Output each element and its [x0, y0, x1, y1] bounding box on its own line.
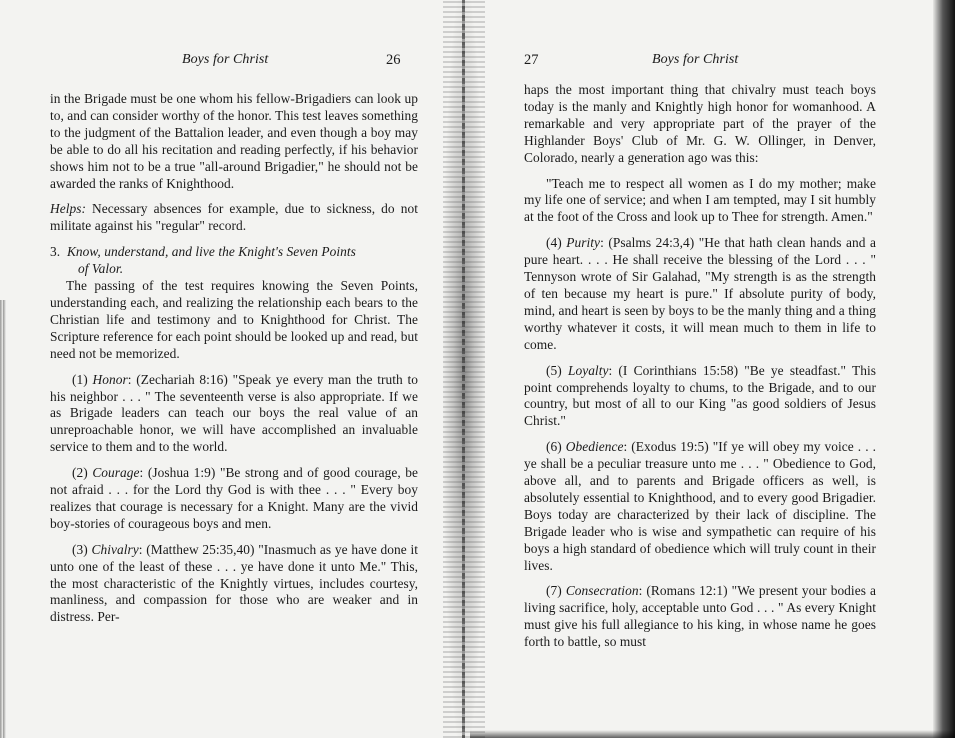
left-paragraph-1: in the Brigade must be one whom his fellow-Brigadiers can look up to, and can consider worthy of the honor. This test leaves something to the judgment of the Battalion leader, and even though a boy may be able to do all his recitation and reading perfectly, if his behavior shows him not to be a true "all-around Brigadier," he should not be awarded the ranks of Knighthood. [50, 91, 418, 191]
helps-paragraph [50, 201, 418, 235]
point-6-paragraph [524, 439, 876, 574]
helps-text: Necessary absences for example, due to sickness, do not militate against his "regular" record. [50, 201, 418, 234]
point-7-text: : (Romans 12:1) "We present your bodies a living sacrifice, holy, acceptable unto God . . . " As every Knight must give his full allegiance to his king, in whose name he goes forth to battle, so must [524, 583, 876, 650]
point-6-text: : (Exodus 19:5) "If ye will obey my voice . . . ye shall be a peculiar treasure unto me . . . " Obedience to God, above all, and to parents and Brigade officers as well, is absolutely essential to Knighthood, and to every good Brigadier. Boys today are characterized by their lack of discipline. The Brigade leader who is wise and sympathetic can require of his boys a high standard of obedience which will truly count in their lives. [524, 439, 876, 573]
point-3-paragraph [50, 542, 418, 627]
item-3-number: 3. [50, 244, 61, 260]
point-1-number: (1) [72, 371, 93, 387]
point-5-text: : (I Corinthians 15:58) "Be ye steadfast." This point comprehends loyalty to chums, to the Brigade, and to our country, but most of all to our King "as good soldiers of Jesus Christ." [524, 362, 876, 429]
gutter-binding-line [462, 0, 465, 738]
left-page-number: 26 [386, 52, 401, 68]
page-edge-right [933, 0, 955, 738]
point-1-name: Honor [92, 371, 128, 387]
right-running-title: Boys for Christ [652, 52, 739, 67]
right-paragraph-1: haps the most important thing that chivalry must teach boys today is the manly and Knightly high honor for womanhood. A remarkable and very appropriate part of the prayer of the Highlander Boys' Club of Mr. G. W. Ollinger, in Denver, Colorado, nearly a generation ago was this: [524, 82, 876, 165]
page-edge-left [0, 300, 6, 738]
point-5-paragraph [524, 363, 876, 431]
item-3-title-line1: Know, understand, and live the Knight's Seven Points [66, 244, 356, 260]
point-6-name: Obedience [565, 439, 624, 455]
item-3-heading [50, 244, 418, 278]
right-page-body [524, 82, 876, 651]
point-7-paragraph [524, 583, 876, 651]
point-4-text: : (Psalms 24:3,4) "He that hath clean hands and a pure heart. . . . He shall receive the blessing of the Lord . . . " Tennyson wrote of Sir Galahad, "My strength is as the strength of ten because my heart is pure." If absolute purity of body, mind, and heart is seen by boys to be the manly thing and a thing worthy whatever it costs, it will mean much to them in life to come. [524, 235, 876, 352]
item-3-title-line2: of Valor. [78, 261, 124, 277]
point-6-number: (6) [546, 439, 566, 455]
right-page-number: 27 [524, 52, 539, 68]
left-page-header [50, 52, 418, 72]
point-4-paragraph [524, 235, 876, 353]
point-3-number: (3) [72, 541, 92, 557]
left-running-title: Boys for Christ [182, 52, 269, 67]
left-page-body [50, 91, 418, 626]
point-2-text: : (Joshua 1:9) "Be strong and of good courage, be not afraid . . . for the Lord thy God is with thee . . . " Every boy realizes that courage is necessary for a Knight. Many are the vivid boy-stories of courageous boys and men. [50, 465, 418, 531]
point-5-name: Loyalty [567, 362, 609, 378]
point-5-number: (5) [546, 362, 568, 378]
point-2-paragraph [50, 465, 418, 533]
point-7-number: (7) [546, 583, 566, 599]
helps-label: Helps: [50, 201, 86, 217]
point-2-number: (2) [72, 465, 93, 481]
point-3-text: : (Matthew 25:35,40) "Inasmuch as ye have done it unto one of the least of these . . . ye have done it unto Me." This, the most characteristic of the Knightly virtues, includes courtesy, manliness, and compassion for those who are weaker and in distress. Per- [50, 541, 418, 625]
point-4-number: (4) [546, 235, 567, 251]
point-2-name: Courage [92, 465, 140, 481]
point-7-name: Consecration [565, 583, 639, 599]
right-page-header [524, 52, 876, 72]
passing-paragraph: The passing of the test requires knowing the Seven Points, understanding each, and realizing the relationship each bears to the Christian life and testimony and to Knighthood for Christ. The Scripture reference for each point should be looked up and read, but need not be memorized. [50, 278, 418, 361]
point-3-name: Chivalry [91, 541, 139, 557]
prayer-paragraph: "Teach me to respect all women as I do my mother; make my life one of service; and when I am tempted, may I sit humbly at the foot of the Cross and look up to Thee for strength. Amen." [524, 175, 876, 225]
point-1-text: : (Zechariah 8:16) "Speak ye every man the truth to his neighbor . . . " The seventeenth verse is also appropriate. If we as Brigade leaders can teach our boys the real value of an unreproachable honor, we will have accomplished an invaluable service to them and to the world. [50, 371, 418, 455]
point-1-paragraph [50, 372, 418, 457]
point-4-name: Purity [566, 235, 601, 251]
bottom-shadow [470, 730, 955, 738]
